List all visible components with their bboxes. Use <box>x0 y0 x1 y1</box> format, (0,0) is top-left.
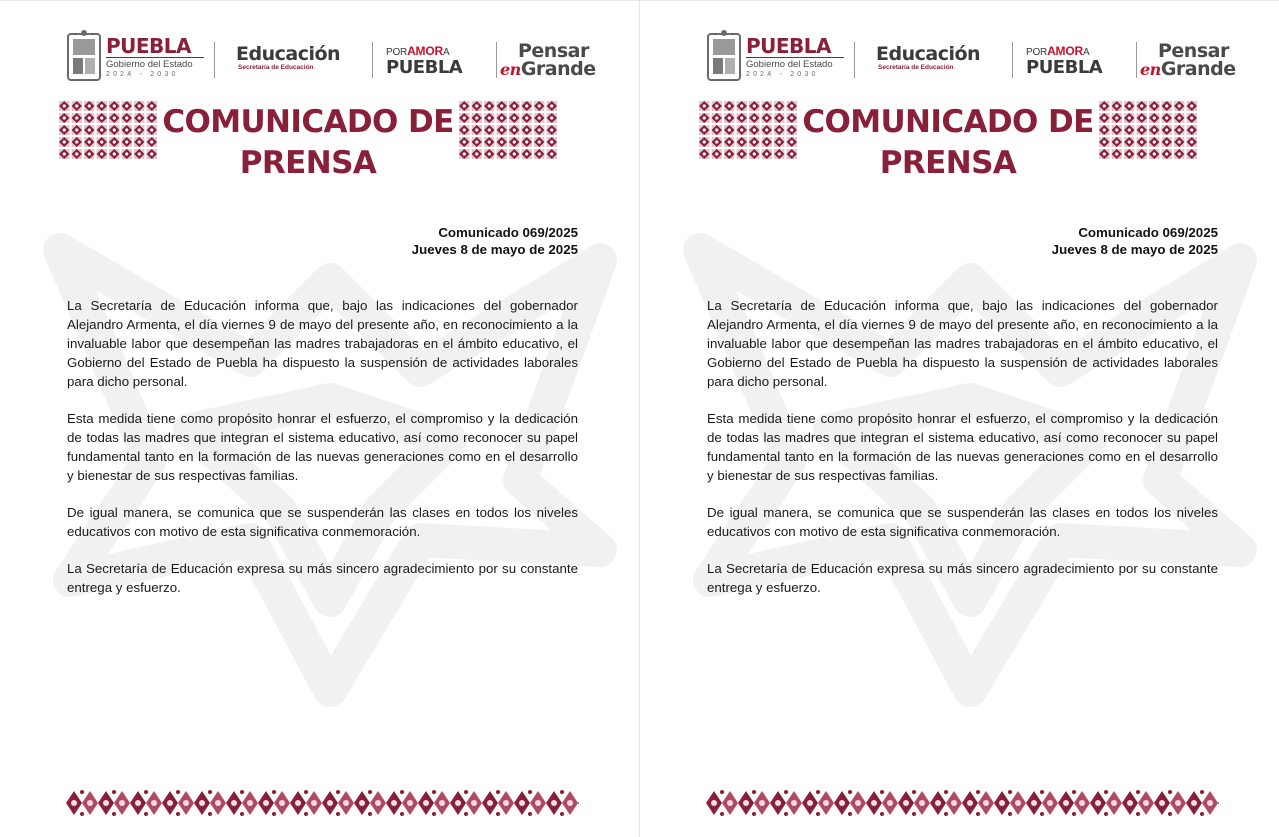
puebla-crest-icon <box>706 30 742 84</box>
body-paragraph: La Secretaría de Educación informa que, bajo las indicaciones del gobernador Alejandro Armenta, el día viernes 9 de mayo del presente año, en reconocimiento a la invaluable labor que desempeñan las madres trabajadoras en el ámbito educativo, el Gobierno del Estado de Puebla ha dispuesto la suspensión de actividades laborales para dicho personal. <box>67 298 578 389</box>
pensar-label: Pensar <box>1158 40 1229 62</box>
body-paragraph: De igual manera, se comunica que se suspenderán las clases en todos los niveles educativos con motivo de esta significativa conmemoración. <box>67 505 578 539</box>
page-title: COMUNICADO DE PRENSA <box>162 104 454 181</box>
educacion-logo <box>876 44 980 72</box>
logo-separator <box>1136 42 1137 78</box>
por-label: POR <box>1026 47 1048 58</box>
educacion-wordmark: Educación <box>236 43 341 65</box>
press-release-page-1 <box>0 0 639 837</box>
pensar-label: Pensar <box>518 40 589 62</box>
grande-label: Grande <box>520 58 596 80</box>
talavera-pattern-icon <box>1098 100 1198 160</box>
puebla-label: PUEBLA <box>1026 57 1103 78</box>
release-date: Jueves 8 de mayo de 2025 <box>1051 242 1218 257</box>
years-label: 2024 - 2030 <box>106 71 179 78</box>
educacion-sublabel: Secretaría de Educación <box>878 64 954 71</box>
talavera-pattern-icon <box>58 100 158 160</box>
talavera-pattern-icon <box>458 100 558 160</box>
logo-separator <box>214 42 215 78</box>
logo-separator <box>1012 42 1013 78</box>
release-meta <box>1052 224 1218 258</box>
a-label: A <box>442 47 450 58</box>
pensar-en-grande-logo <box>1140 42 1244 79</box>
puebla-gobierno-logo <box>106 36 206 79</box>
release-number: Comunicado 069/2025 <box>1078 225 1218 240</box>
por-amor-a-puebla-logo <box>1026 45 1130 77</box>
gobierno-label: Gobierno del Estado <box>106 57 204 70</box>
page-title: COMUNICADO DE PRENSA <box>802 104 1094 181</box>
a-label: A <box>1082 47 1090 58</box>
puebla-wordmark: PUEBLA <box>106 34 192 58</box>
body-paragraph: Esta medida tiene como propósito honrar el esfuerzo, el compromiso y la dedicación de todas las madres que integran el sistema educativo, así como reconocer su papel fundamental tanto en la formación de las nuevas generaciones como en el desarrollo y bienestar de sus respectivas familias. <box>67 411 578 483</box>
amor-label: AMOR <box>407 44 443 58</box>
por-label: POR <box>386 47 408 58</box>
pensar-en-grande-logo <box>500 42 604 79</box>
release-meta <box>412 224 578 258</box>
puebla-label: PUEBLA <box>386 57 463 78</box>
gobierno-label: Gobierno del Estado <box>746 57 844 70</box>
body-paragraph: De igual manera, se comunica que se suspenderán las clases en todos los niveles educativos con motivo de esta significativa conmemoración. <box>707 505 1218 539</box>
logo-separator <box>496 42 497 78</box>
talavera-pattern-icon <box>698 100 798 160</box>
puebla-crest-icon <box>66 30 102 84</box>
por-amor-a-puebla-logo <box>386 45 490 77</box>
header-logos <box>64 30 604 86</box>
educacion-wordmark: Educación <box>876 43 981 65</box>
years-label: 2024 - 2030 <box>746 71 819 78</box>
release-body <box>707 296 1218 615</box>
logo-separator <box>372 42 373 78</box>
body-paragraph: La Secretaría de Educación expresa su más sincero agradecimiento por su constante entrega y esfuerzo. <box>67 561 578 595</box>
grande-label: Grande <box>1160 58 1236 80</box>
puebla-gobierno-logo <box>746 36 846 79</box>
puebla-wordmark: PUEBLA <box>746 34 832 58</box>
page-edge <box>0 0 639 1</box>
release-body <box>67 296 578 615</box>
press-release-page-2 <box>640 0 1279 837</box>
header-logos <box>704 30 1244 86</box>
talavera-footer-band <box>66 786 579 820</box>
body-paragraph: La Secretaría de Educación informa que, bajo las indicaciones del gobernador Alejandro Armenta, el día viernes 9 de mayo del presente año, en reconocimiento a la invaluable labor que desempeñan las madres trabajadoras en el ámbito educativo, el Gobierno del Estado de Puebla ha dispuesto la suspensión de actividades laborales para dicho personal. <box>707 298 1218 389</box>
educacion-logo <box>236 44 340 72</box>
body-paragraph: La Secretaría de Educación expresa su más sincero agradecimiento por su constante entrega y esfuerzo. <box>707 561 1218 595</box>
amor-label: AMOR <box>1047 44 1083 58</box>
talavera-footer-band <box>706 786 1219 820</box>
educacion-sublabel: Secretaría de Educación <box>238 64 314 71</box>
en-label: en <box>500 60 521 79</box>
body-paragraph: Esta medida tiene como propósito honrar el esfuerzo, el compromiso y la dedicación de todas las madres que integran el sistema educativo, así como reconocer su papel fundamental tanto en la formación de las nuevas generaciones como en el desarrollo y bienestar de sus respectivas familias. <box>707 411 1218 483</box>
release-number: Comunicado 069/2025 <box>438 225 578 240</box>
release-date: Jueves 8 de mayo de 2025 <box>411 242 578 257</box>
page-edge <box>640 0 1279 1</box>
en-label: en <box>1140 60 1161 79</box>
logo-separator <box>854 42 855 78</box>
